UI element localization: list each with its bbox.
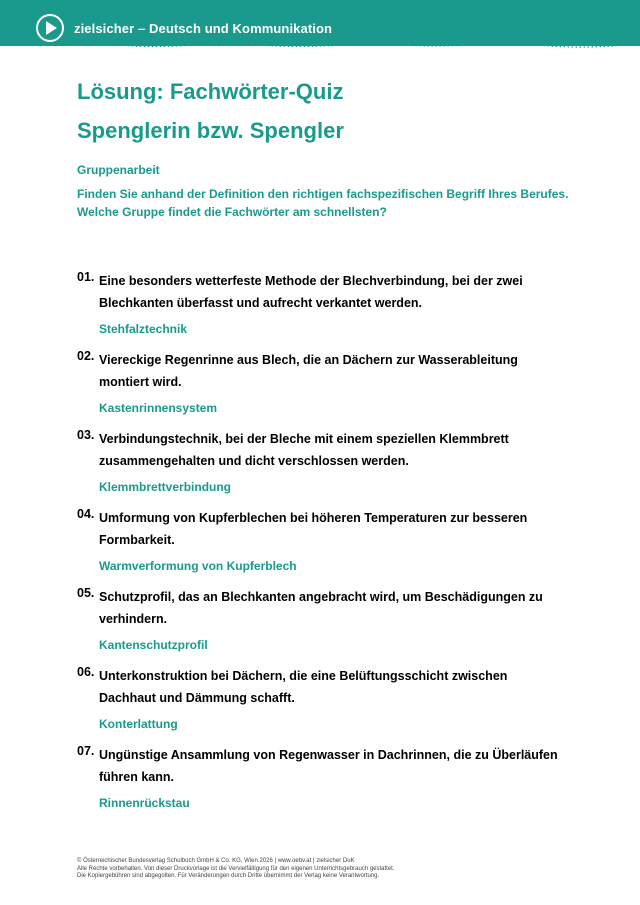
header-wave-edge xyxy=(0,36,640,50)
question-text: Verbindungstechnik, bei der Bleche mit einem speziellen Klemmbrett zusammengehalten und dicht verschlossen werden. xyxy=(99,432,509,468)
question-number: 05. xyxy=(77,586,95,600)
page-title: Lösung: Fachwörter-Quiz xyxy=(77,79,344,104)
header-banner xyxy=(0,0,640,46)
question-number: 01. xyxy=(77,270,95,284)
brand-name: zielsicher – Deutsch und Kommunikation xyxy=(74,21,333,36)
play-icon xyxy=(36,14,64,42)
question-text: Ungünstige Ansammlung von Regenwasser in Dachrinnen, die zu Überläufen führen kann. xyxy=(99,748,558,784)
answer-text: Kastenrinnensystem xyxy=(99,401,218,415)
footer-line: Die Kopiergebühren sind abgegolten. Für Veränderungen durch Dritte übernimmt der Verlag keine Verantwortung. xyxy=(77,873,380,879)
question-number: 07. xyxy=(77,744,95,758)
answer-text: Stehfalztechnik xyxy=(99,322,188,336)
answer-text: Klemmbrettverbindung xyxy=(99,480,232,494)
group-label: Gruppenarbeit xyxy=(77,163,160,177)
question-text: Unterkonstruktion bei Dächern, die eine Belüftungsschicht zwischen Dachhaut und Dämmung schafft. xyxy=(99,669,508,705)
footer-line: Alle Rechte vorbehalten. Von dieser Druckvorlage ist die Vervielfältigung für den eigenen Unterrichtsgebrauch gestattet. xyxy=(77,865,395,872)
answer-text: Rinnenrückstau xyxy=(99,796,190,810)
instructions: Finden Sie anhand der Definition den richtigen fachspezifischen Begriff Ihres Berufes. Welche Gruppe findet die Fachwörter am schnellsten? xyxy=(77,187,569,219)
answer-text: Kantenschutzprofil xyxy=(99,638,208,652)
question-text: Viereckige Regenrinne aus Blech, die an Dächern zur Wasserableitung montiert wird. xyxy=(99,353,518,389)
footer-line: © Österreichischer Bundesverlag Schulbuch GmbH & Co. KG, Wien 2026 | www.oebv.at | zielsicher DuK xyxy=(77,858,355,864)
answer-text: Warmverformung von Kupferblech xyxy=(99,559,297,573)
question-number: 03. xyxy=(77,428,95,442)
question-number: 02. xyxy=(77,349,95,363)
answer-text: Konterlattung xyxy=(99,717,178,731)
question-text: Schutzprofil, das an Blechkanten angebracht wird, um Beschädigungen zu verhindern. xyxy=(99,590,543,626)
footer-copyright xyxy=(77,858,577,881)
question-text: Umformung von Kupferblechen bei höheren Temperaturen zur besseren Formbarkeit. xyxy=(99,511,528,547)
question-text: Eine besonders wetterfeste Methode der Blechverbindung, bei der zwei Blechkanten überfasst und aufrecht verkantet werden. xyxy=(99,274,523,310)
question-number: 06. xyxy=(77,665,95,679)
page-subtitle: Spenglerin bzw. Spengler xyxy=(77,118,344,143)
question-number: 04. xyxy=(77,507,95,521)
